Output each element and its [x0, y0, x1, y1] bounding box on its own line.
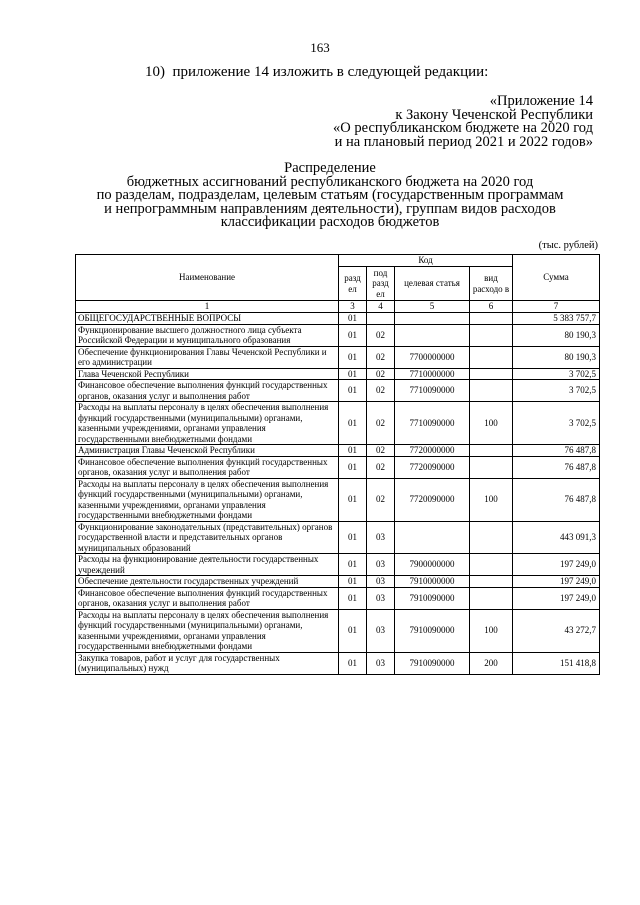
appendix-header [333, 95, 593, 149]
cell-target: 7900000000 [395, 554, 470, 576]
cell-razdel: 01 [339, 368, 367, 380]
cell-name: Финансовое обеспечение выполнения функций государственных органов, оказания услуг и выполнения работ [76, 456, 339, 478]
header-name: Наименование [76, 255, 339, 301]
cell-podrazdel: 02 [367, 346, 395, 368]
budget-table [75, 254, 600, 675]
cell-sum: 43 272,7 [513, 609, 600, 652]
cell-expense-type: 100 [470, 609, 513, 652]
cell-target: 7910090000 [395, 587, 470, 609]
cell-name: Расходы на функционирование деятельности государственных учреждений [76, 554, 339, 576]
cell-podrazdel: 02 [367, 324, 395, 346]
header-target: целевая статья [395, 267, 470, 301]
table-row [76, 554, 600, 576]
cell-target: 7710090000 [395, 380, 470, 402]
cell-podrazdel: 02 [367, 478, 395, 521]
header-code: Код [339, 255, 513, 267]
page-number: 163 [310, 40, 330, 55]
cell-name: Расходы на выплаты персоналу в целях обеспечения выполнения функций государственными (муниципальными) органами, казенными учреждениями, органами управления государственными внебюджетными фондами [76, 478, 339, 521]
appendix-line: «Приложение 14 [489, 93, 593, 109]
cell-expense-type [470, 456, 513, 478]
cell-podrazdel: 03 [367, 554, 395, 576]
document-title [70, 162, 590, 230]
cell-name: Закупка товаров, работ и услуг для государственных (муниципальных) нужд [76, 652, 339, 674]
cell-expense-type [470, 521, 513, 554]
title-line: и непрограммным направлениям деятельности), группам видов расходов [104, 200, 556, 217]
column-index: 4 [367, 301, 395, 313]
cell-expense-type [470, 587, 513, 609]
cell-razdel: 01 [339, 346, 367, 368]
cell-razdel: 01 [339, 456, 367, 478]
cell-razdel: 01 [339, 521, 367, 554]
title-line: классификации расходов бюджетов [220, 214, 440, 230]
cell-expense-type [470, 346, 513, 368]
cell-sum: 3 702,5 [513, 402, 600, 445]
cell-sum: 151 418,8 [513, 652, 600, 674]
table-row [76, 609, 600, 652]
cell-podrazdel: 02 [367, 368, 395, 380]
cell-sum: 197 249,0 [513, 587, 600, 609]
title-line: Распределение [284, 160, 376, 176]
cell-podrazdel: 02 [367, 402, 395, 445]
cell-expense-type [470, 313, 513, 325]
table-row [76, 576, 600, 588]
table-row [76, 402, 600, 445]
table-row [76, 587, 600, 609]
cell-razdel: 01 [339, 402, 367, 445]
cell-target [395, 521, 470, 554]
appendix-line: к Закону Чеченской Республики [395, 106, 593, 123]
cell-target: 7910090000 [395, 652, 470, 674]
table-row [76, 478, 600, 521]
cell-target: 7700000000 [395, 346, 470, 368]
cell-sum: 5 383 757,7 [513, 313, 600, 325]
cell-razdel: 01 [339, 576, 367, 588]
cell-expense-type: 100 [470, 402, 513, 445]
cell-name: Обеспечение деятельности государственных учреждений [76, 576, 339, 588]
cell-podrazdel: 02 [367, 456, 395, 478]
cell-sum: 76 487,8 [513, 456, 600, 478]
cell-podrazdel: 03 [367, 652, 395, 674]
column-index-row [76, 301, 600, 313]
column-index: 3 [339, 301, 367, 313]
cell-razdel: 01 [339, 478, 367, 521]
cell-razdel: 01 [339, 380, 367, 402]
title-line: по разделам, подразделам, целевым статьям (государственным программам [96, 187, 564, 203]
cell-name: Финансовое обеспечение выполнения функций государственных органов, оказания услуг и выполнения работ [76, 380, 339, 402]
column-index: 1 [76, 301, 339, 313]
cell-target: 7910090000 [395, 609, 470, 652]
table-row [76, 456, 600, 478]
table-body [76, 313, 600, 675]
cell-razdel: 01 [339, 652, 367, 674]
table-row [76, 445, 600, 457]
cell-expense-type [470, 445, 513, 457]
table-row [76, 652, 600, 674]
cell-podrazdel [367, 313, 395, 325]
units-label: (тыс. рублей) [538, 240, 598, 251]
cell-expense-type [470, 324, 513, 346]
cell-name: ОБЩЕГОСУДАРСТВЕННЫЕ ВОПРОСЫ [76, 313, 339, 325]
column-index: 5 [395, 301, 470, 313]
cell-expense-type [470, 380, 513, 402]
title-line: бюджетных ассигнований республиканского бюджета на 2020 год [126, 173, 534, 190]
cell-sum: 3 702,5 [513, 380, 600, 402]
cell-name: Функционирование законодательных (представительных) органов государственной власти и представительных органов муниципальных образований [76, 521, 339, 554]
cell-podrazdel: 02 [367, 380, 395, 402]
cell-sum: 443 091,3 [513, 521, 600, 554]
cell-sum: 3 702,5 [513, 368, 600, 380]
cell-razdel: 01 [339, 324, 367, 346]
cell-target [395, 313, 470, 325]
cell-podrazdel: 02 [367, 445, 395, 457]
cell-sum: 197 249,0 [513, 576, 600, 588]
cell-name: Глава Чеченской Республики [76, 368, 339, 380]
cell-target: 7720090000 [395, 456, 470, 478]
cell-sum: 76 487,8 [513, 478, 600, 521]
cell-podrazdel: 03 [367, 576, 395, 588]
cell-razdel: 01 [339, 587, 367, 609]
cell-razdel: 01 [339, 445, 367, 457]
cell-sum: 76 487,8 [513, 445, 600, 457]
appendix-line: «О республиканском бюджете на 2020 год [333, 120, 593, 136]
cell-expense-type [470, 576, 513, 588]
cell-sum: 80 190,3 [513, 346, 600, 368]
cell-razdel: 01 [339, 554, 367, 576]
cell-sum: 80 190,3 [513, 324, 600, 346]
cell-name: Функционирование высшего должностного лица субъекта Российской Федерации и муниципального образования [76, 324, 339, 346]
cell-name: Администрация Главы Чеченской Республики [76, 445, 339, 457]
cell-target [395, 324, 470, 346]
cell-razdel: 01 [339, 313, 367, 325]
cell-target: 7710090000 [395, 402, 470, 445]
table-row [76, 324, 600, 346]
header-sum: Сумма [513, 255, 600, 301]
cell-expense-type: 200 [470, 652, 513, 674]
cell-razdel: 01 [339, 609, 367, 652]
header-podrazdel: под разд ел [367, 267, 395, 301]
cell-expense-type [470, 554, 513, 576]
header-expense-type: вид расходо в [470, 267, 513, 301]
table-row [76, 521, 600, 554]
cell-target: 7710000000 [395, 368, 470, 380]
cell-name: Расходы на выплаты персоналу в целях обеспечения выполнения функций государственными (муниципальными) органами, казенными учреждениями, органами управления государственными внебюджетными фондами [76, 402, 339, 445]
cell-sum: 197 249,0 [513, 554, 600, 576]
table-row [76, 313, 600, 325]
table-row [76, 380, 600, 402]
cell-name: Расходы на выплаты персоналу в целях обеспечения выполнения функций государственными (муниципальными) органами, казенными учреждениями, органами управления государственными внебюджетными фондами [76, 609, 339, 652]
cell-expense-type [470, 368, 513, 380]
cell-target: 7720090000 [395, 478, 470, 521]
cell-name: Обеспечение функционирования Главы Чеченской Республики и его администрации [76, 346, 339, 368]
column-index: 7 [513, 301, 600, 313]
cell-podrazdel: 03 [367, 609, 395, 652]
table-row [76, 346, 600, 368]
cell-name: Финансовое обеспечение выполнения функций государственных органов, оказания услуг и выполнения работ [76, 587, 339, 609]
appendix-line: и на плановый период 2021 и 2022 годов» [334, 133, 593, 150]
cell-target: 7720000000 [395, 445, 470, 457]
cell-podrazdel: 03 [367, 587, 395, 609]
column-index: 6 [470, 301, 513, 313]
amendment-instruction: 10) приложение 14 изложить в следующей редакции: [145, 64, 489, 80]
cell-podrazdel: 03 [367, 521, 395, 554]
header-razdel: разд ел [339, 267, 367, 301]
table-row [76, 368, 600, 380]
cell-expense-type: 100 [470, 478, 513, 521]
cell-target: 7910000000 [395, 576, 470, 588]
